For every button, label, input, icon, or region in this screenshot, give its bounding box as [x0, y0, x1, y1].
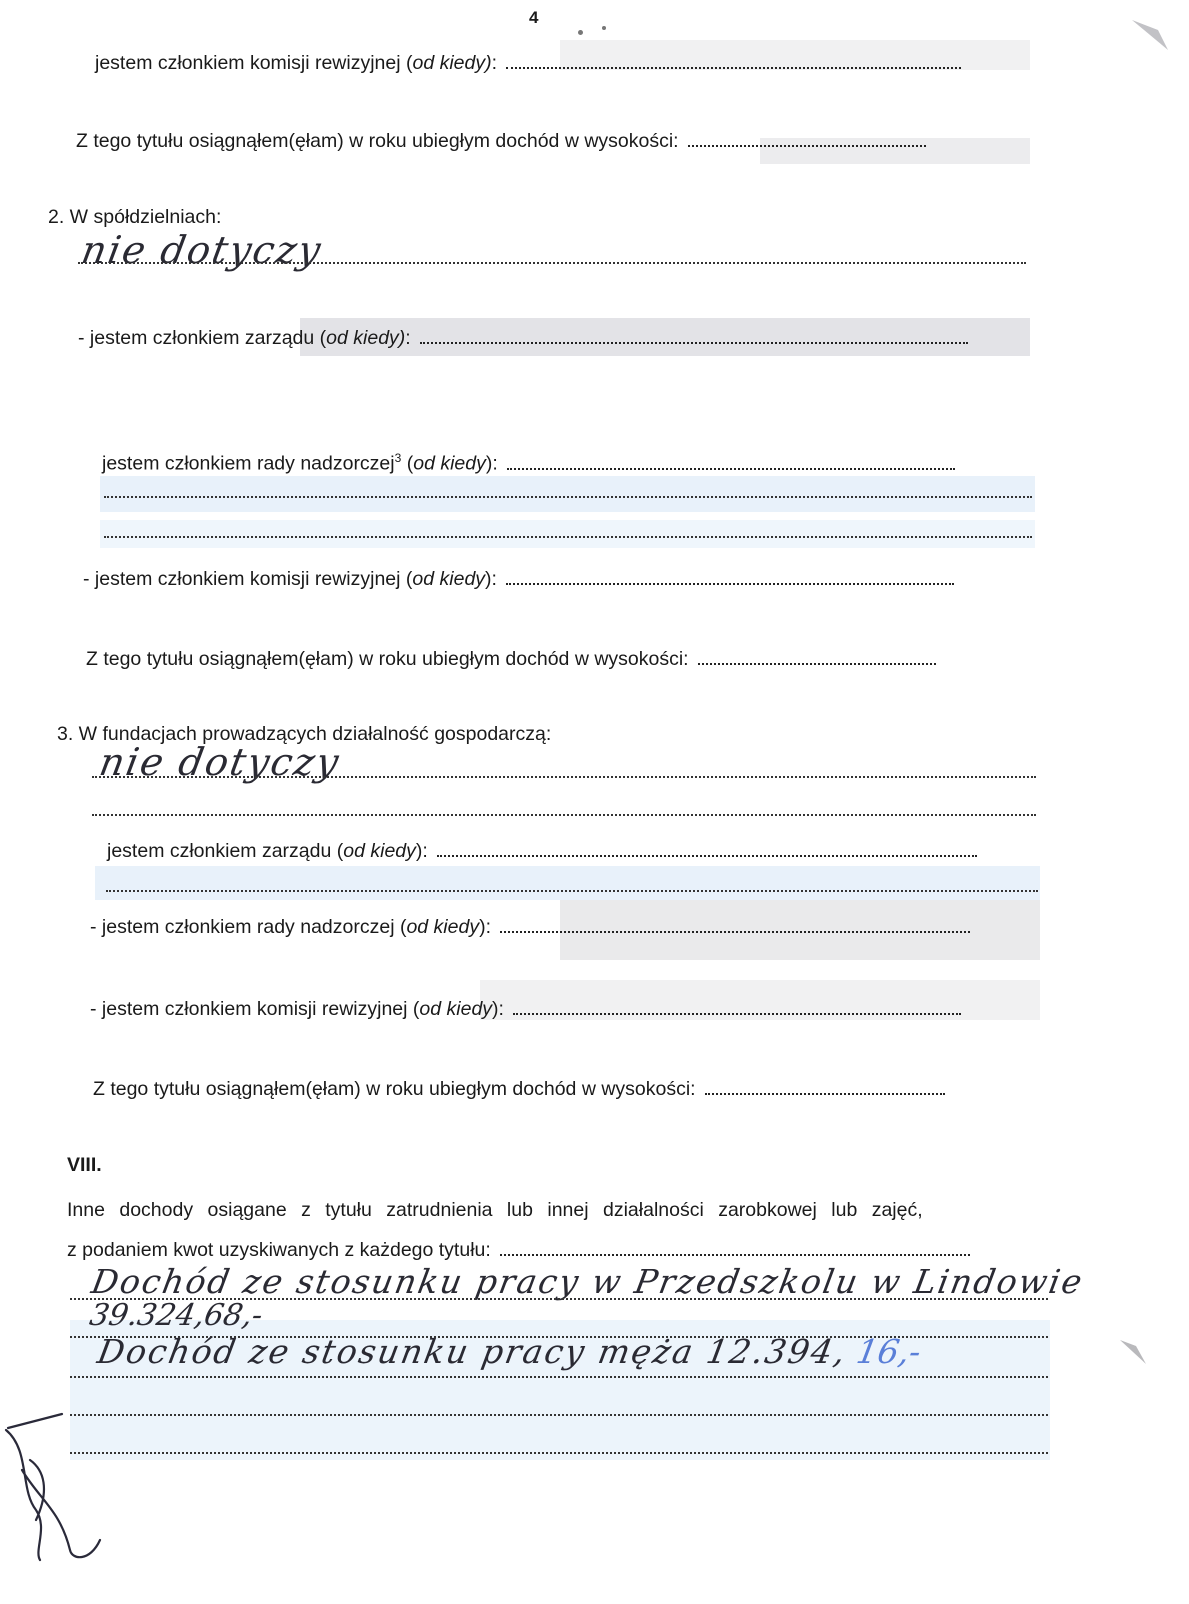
blank-line: [70, 1452, 1048, 1454]
fill-in-dots: [698, 646, 936, 665]
income-line: Z tego tytułu osiągnąłem(ęłam) w roku ubiegłym dochód w wysokości:: [76, 128, 926, 153]
fill-in-dots: [705, 1076, 945, 1095]
page-number: 4: [529, 8, 539, 27]
fill-in-dots: [506, 50, 961, 69]
scan-shading: [100, 520, 1035, 548]
scan-smudge: [1128, 10, 1178, 60]
answer-line: [78, 262, 1026, 264]
fill-in-dots: [507, 451, 955, 470]
handwritten-income-amount: 39.324,68,-: [86, 1298, 266, 1333]
section-3-heading: 3. W fundacjach prowadzących działalność gospodarczą:: [57, 723, 552, 745]
fill-in-dots: [500, 1237, 970, 1256]
handwritten-income-2: Dochód ze stosunku pracy męża 12.394,16,-: [94, 1332, 924, 1371]
scan-shading: [95, 866, 1040, 900]
supervisory-board-line: jestem członkiem rady nadzorczej$^3$ (od kiedy):: [102, 446, 955, 476]
fill-in-dots: [688, 128, 926, 147]
income-line: Z tego tytułu osiągnąłem(ęłam) w roku ubiegłym dochód w wysokości:: [86, 646, 936, 671]
handwritten-answer: nie dotyczy: [96, 740, 344, 784]
income-line: Z tego tytułu osiągnąłem(ęłam) w roku ubiegłym dochód w wysokości:: [93, 1076, 945, 1101]
blank-line: [106, 890, 1038, 892]
fill-in-dots: [437, 838, 977, 857]
board-line: jestem członkiem zarządu (od kiedy):: [107, 838, 977, 863]
signature-mark: [0, 1410, 140, 1570]
section-8-paragraph: Inne dochody osiągane z tytułu zatrudnienia lub innej działalności zarobkowej lub zajęć,: [67, 1199, 923, 1221]
board-line: - jestem członkiem zarządu (od kiedy):: [78, 325, 968, 350]
fill-in-dots: [420, 325, 968, 344]
answer-line: [70, 1376, 1048, 1378]
fill-in-dots: [513, 996, 961, 1015]
blank-line: [70, 1414, 1048, 1416]
section-8-paragraph: z podaniem kwot uzyskiwanych z każdego tytułu:: [67, 1237, 970, 1262]
scan-speck: [578, 30, 583, 35]
section-2-heading: 2. W spółdzielniach:: [48, 206, 222, 228]
audit-committee-line: - jestem członkiem komisji rewizyjnej (od kiedy):: [90, 996, 961, 1021]
scan-shading: [100, 476, 1035, 512]
audit-committee-line: - jestem członkiem komisji rewizyjnej (od kiedy):: [83, 566, 954, 591]
supervisory-board-line: - jestem członkiem rady nadzorczej (od kiedy):: [90, 914, 970, 939]
answer-line: [92, 776, 1036, 778]
blank-line: [92, 814, 1036, 816]
fill-in-dots: [506, 566, 954, 585]
audit-committee-line: jestem członkiem komisji rewizyjnej (od kiedy):: [95, 50, 961, 75]
blank-line: [104, 496, 1032, 498]
handwritten-income-1: Dochód ze stosunku pracy w Przedszkolu w Lindowie: [88, 1262, 1087, 1301]
handwritten-answer: nie dotyczy: [78, 228, 326, 272]
blank-line: [104, 536, 1032, 538]
scan-smudge: [1116, 1334, 1156, 1374]
section-8-numeral: VIII.: [67, 1154, 102, 1176]
scan-speck: [602, 26, 606, 30]
fill-in-dots: [500, 914, 970, 933]
signature-stroke: [6, 1414, 100, 1560]
